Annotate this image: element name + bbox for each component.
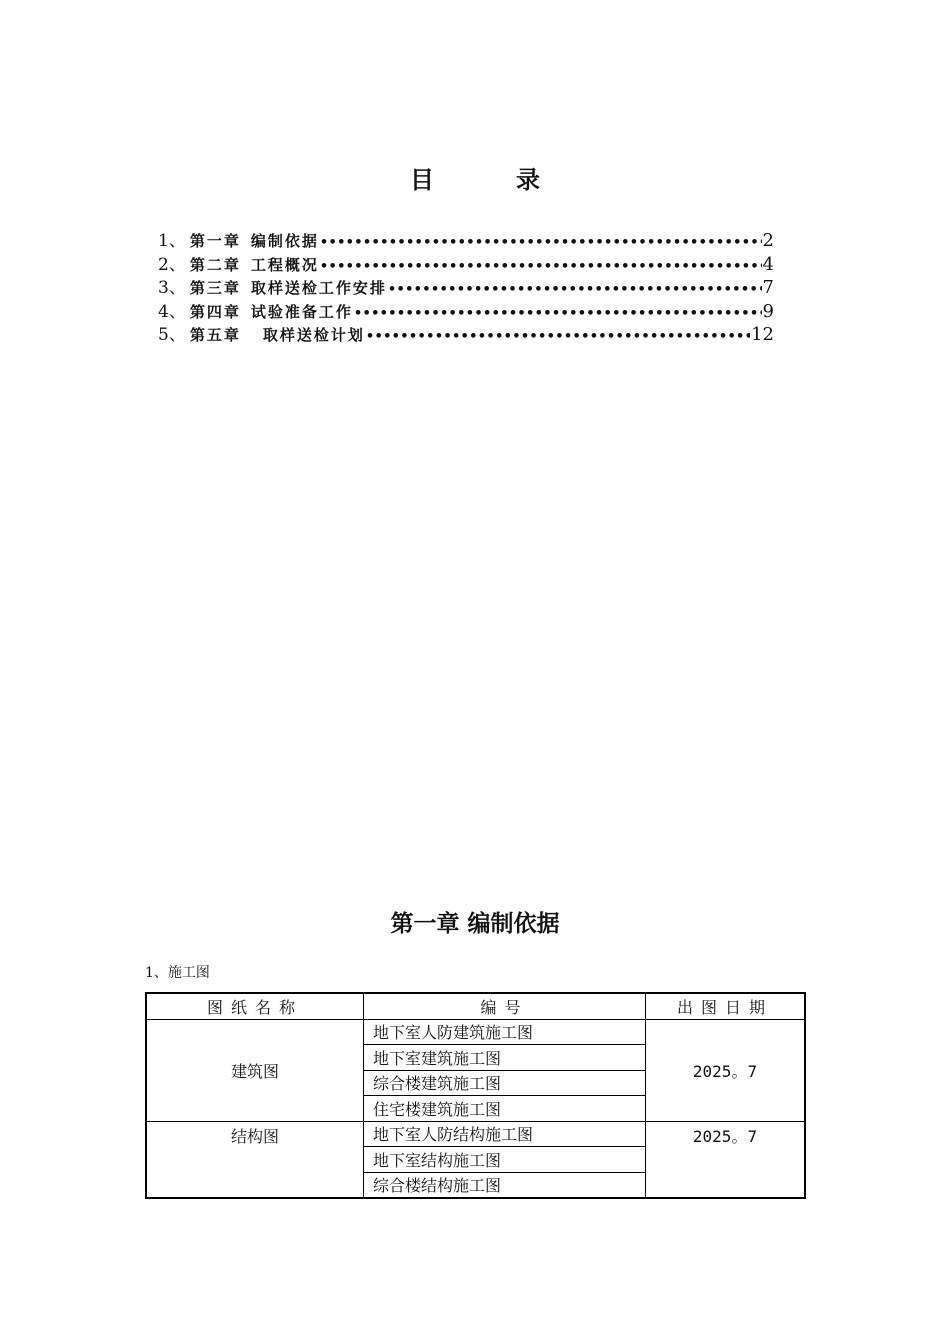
toc-leader-dots	[366, 329, 750, 344]
toc-title-left: 目	[410, 166, 434, 194]
toc-item-chapter: 第二章	[189, 255, 241, 274]
drawing-code-cell: 地下室人防结构施工图	[364, 1121, 646, 1147]
toc-item-page: 12	[751, 324, 774, 345]
toc-item-text: 取样送检工作安排	[250, 279, 387, 297]
section-heading: 1、施工图	[145, 965, 210, 981]
drawing-code-cell: 综合楼结构施工图	[364, 1172, 646, 1198]
table-row	[146, 1019, 805, 1045]
header-drawing-code: 编号	[364, 993, 646, 1019]
toc-item-chapter: 第四章	[189, 302, 241, 321]
toc-item[interactable]	[158, 320, 774, 344]
toc-item[interactable]	[158, 273, 774, 297]
drawing-code-cell: 地下室人防建筑施工图	[364, 1019, 646, 1045]
toc-leader-dots	[320, 259, 762, 274]
table-header-row	[146, 993, 805, 1019]
drawing-code-cell: 地下室结构施工图	[364, 1147, 646, 1173]
toc-item-number: 2、	[158, 254, 186, 275]
issue-date-cell: 2025。7	[646, 1121, 806, 1198]
toc-item-text: 试验准备工作	[250, 302, 353, 321]
toc-item-number: 3、	[158, 278, 186, 298]
group-name-cell: 结构图	[146, 1121, 364, 1198]
chapter-title: 第一章 编制依据	[390, 911, 560, 937]
drawings-table	[145, 992, 806, 1199]
toc-leader-dots	[388, 282, 762, 297]
toc-item[interactable]	[158, 250, 774, 274]
toc-item-number: 4、	[158, 301, 186, 322]
toc-item-number: 1、	[158, 231, 186, 251]
toc-item-page: 4	[762, 253, 774, 275]
toc-item-page: 9	[762, 300, 774, 322]
toc-item-text: 编制依据	[250, 232, 319, 250]
group-name-cell: 建筑图	[146, 1019, 364, 1121]
drawing-code-cell: 地下室建筑施工图	[364, 1045, 646, 1071]
toc-item[interactable]	[158, 226, 774, 250]
issue-date-cell: 2025。7	[646, 1019, 806, 1121]
toc-leader-dots	[354, 306, 762, 321]
toc-item-chapter: 第五章	[189, 326, 241, 344]
toc-item-chapter: 第一章	[189, 232, 241, 250]
toc-item[interactable]	[158, 297, 774, 321]
header-issue-date: 出图日期	[646, 993, 806, 1019]
toc-item-page: 7	[762, 277, 774, 298]
drawing-code-cell: 综合楼建筑施工图	[364, 1070, 646, 1096]
toc-title	[0, 160, 950, 195]
toc-item-number: 5、	[158, 325, 186, 345]
table-of-contents	[158, 226, 774, 344]
drawing-code-cell: 住宅楼建筑施工图	[364, 1096, 646, 1122]
toc-title-right: 录	[516, 166, 540, 194]
toc-item-text: 取样送检计划	[262, 326, 365, 344]
table-row	[146, 1121, 805, 1147]
toc-item-chapter: 第三章	[189, 279, 241, 297]
header-drawing-name: 图纸名称	[146, 993, 364, 1019]
toc-item-page: 2	[762, 230, 774, 251]
toc-item-text: 工程概况	[250, 255, 319, 274]
toc-leader-dots	[320, 235, 762, 250]
